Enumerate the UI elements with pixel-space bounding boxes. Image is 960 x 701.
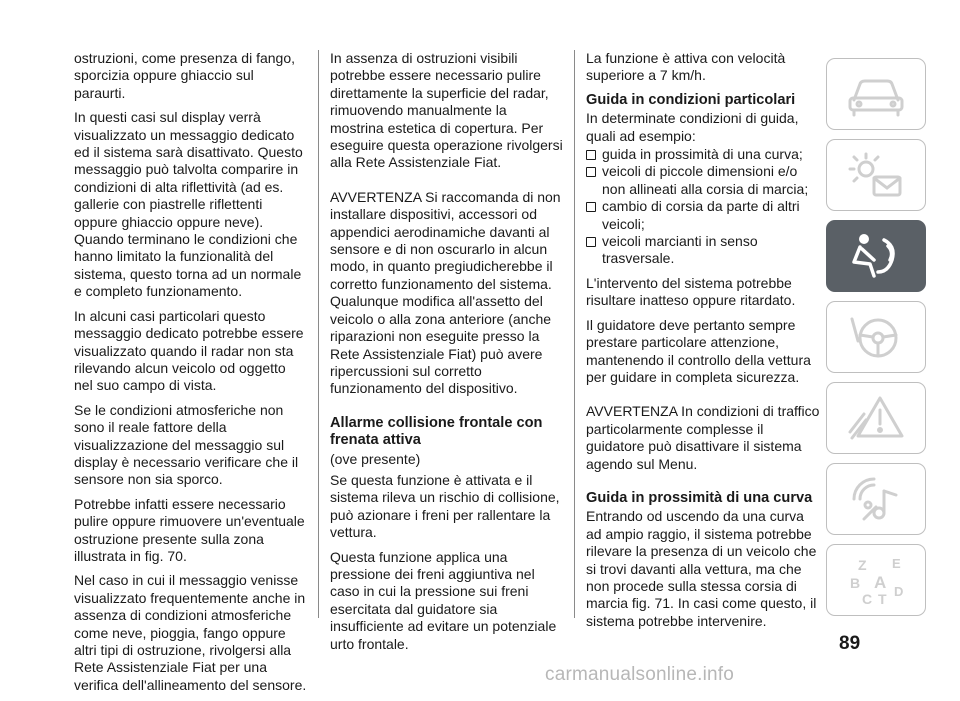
text-column-3 xyxy=(586,50,820,637)
page-number: 89 xyxy=(839,633,861,654)
index-letter: A xyxy=(874,573,887,592)
tab-index[interactable] xyxy=(826,544,926,616)
column-divider xyxy=(318,50,319,618)
paragraph: In determinate condizioni di guida, quali ad esempio: xyxy=(586,110,799,144)
seat-airbag-icon xyxy=(844,230,908,282)
multimedia-icon xyxy=(844,473,908,525)
watermark-text: carmanualsonline.info xyxy=(545,664,735,685)
paragraph: In questi casi sul display verrà visualizzato un messaggio dedicato ed il sistema sarà disattivato. Questo messaggio può talvolta comparire in condizioni di alta riflettività (ad es. gallerie con piastrelle riflettenti oppure ghiaccio oppure neve). Quando terminano le condizioni che hanno limitato la funzionalità del sistema, questo torna ad un normale e completo funzionamento. xyxy=(74,109,303,300)
column-divider xyxy=(574,50,575,618)
index-letter: D xyxy=(894,584,904,599)
warning-paragraph: AVVERTENZA Si raccomanda di non installare dispositivi, accessori od appendici aerodinamiche davanti al sensore e di non oscurarlo in alcun modo, in quanto pregiudicherebbe il corretto funzionamento del sistema. Qualunque modifica all'assetto del veicolo o alla zona anteriore (anche riparazioni non eseguite presso la Rete Assistenziale Fiat) può avere ripercussioni sul corretto funzionamento del dispositivo. xyxy=(330,188,561,397)
roadside-warning-icon xyxy=(844,392,908,444)
tab-car[interactable] xyxy=(826,58,926,130)
text-column-1 xyxy=(74,50,308,701)
text-column-2 xyxy=(330,50,564,660)
section-heading: Guida in condizioni particolari xyxy=(586,91,796,108)
index-letters-icon xyxy=(844,554,908,606)
conditions-list xyxy=(586,146,820,268)
car-icon xyxy=(844,68,908,120)
index-letter: E xyxy=(892,556,901,571)
index-letter: Z xyxy=(858,557,867,573)
index-letter: C xyxy=(862,591,873,606)
paragraph: Il guidatore deve pertanto sempre prestare particolare attenzione, mantenendo il controllo della vettura per guidare in completa sicurezza. xyxy=(586,316,811,385)
list-item: cambio di corsia da parte di altri veicoli; xyxy=(586,198,820,233)
paragraph: L'intervento del sistema potrebbe risultare inatteso oppure ritardato. xyxy=(586,274,796,309)
section-heading: Guida in prossimità di una curva xyxy=(586,489,813,506)
index-letter: B xyxy=(850,575,861,591)
paragraph: La funzione è attiva con velocità superiore a 7 km/h. xyxy=(586,50,786,84)
tab-warning-lights[interactable] xyxy=(826,139,926,211)
warning-paragraph: AVVERTENZA In condizioni di traffico particolarmente complesse il guidatore può disattivare il sistema agendo sul Menu. xyxy=(586,403,820,472)
section-heading: Allarme collisione frontale con frenata attiva xyxy=(330,414,543,449)
paragraph: Potrebbe infatti essere necessario pulire oppure rimuovere un'eventuale ostruzione presente sulla zona illustrata in fig. 70. xyxy=(74,495,305,564)
index-letter: T xyxy=(878,591,887,606)
paragraph: Questa funzione applica una pressione dei freni aggiuntiva nel caso in cui la pressione sui freni esercitata dal guidatore sia insufficiente ad evitare un potenziale urto frontale. xyxy=(330,548,557,652)
paragraph: Se questa funzione è attivata e il sistema rileva un rischio di collisione, può azionare i freni per rallentare la vettura. xyxy=(330,471,560,541)
paragraph: Entrando od uscendo da una curva ad ampio raggio, il sistema potrebbe rilevare la presenza di un veicolo che si trovi davanti alla vettura, ma che non procede sulla stessa corsia di marcia fig. 71. In casi come questo, il sistema potrebbe intervenire. xyxy=(586,508,817,629)
paragraph: In assenza di ostruzioni visibili potrebbe essere necessario pulire direttamente la superficie del radar, rimuovendo manualmente la mostrina estetica di copertura. Per eseguire questa operazione rivolgersi alla Rete Assistenziale Fiat. xyxy=(330,50,563,171)
tab-multimedia[interactable] xyxy=(826,463,926,535)
tab-emergency[interactable] xyxy=(826,382,926,454)
tab-safety[interactable] xyxy=(826,220,926,292)
list-item: veicoli marcianti in senso trasversale. xyxy=(586,233,820,268)
paragraph: ostruzioni, come presenza di fango, sporcizia oppure ghiaccio sul paraurti. xyxy=(74,50,296,101)
paragraph: In alcuni casi particolari questo messaggio dedicato potrebbe essere visualizzato quando il radar non sta rilevando alcun veicolo od oggetto nel suo campo di vista. xyxy=(74,307,304,394)
tab-driving[interactable] xyxy=(826,301,926,373)
section-subheading: (ove presente) xyxy=(330,450,421,467)
paragraph: Se le condizioni atmosferiche non sono il reale fattore della visualizzazione del messaggio sul display è necessario verificare che il sensore non sia sporco. xyxy=(74,401,299,488)
list-item: guida in prossimità di una curva; xyxy=(586,146,820,163)
steering-wheel-icon xyxy=(844,311,908,363)
paragraph: Nel caso in cui il messaggio venisse visualizzato frequentemente anche in assenza di condizioni atmosferiche come neve, pioggia, fango oppure altri tipi di ostruzione, rivolgersi alla Rete Assistenziale Fiat per una verifica dell'allineamento del sensore. xyxy=(74,572,307,693)
chapter-tabs xyxy=(826,58,928,625)
list-item: veicoli di piccole dimensioni e/o non allineati alla corsia di marcia; xyxy=(586,163,820,198)
warning-lights-icon xyxy=(844,149,908,201)
